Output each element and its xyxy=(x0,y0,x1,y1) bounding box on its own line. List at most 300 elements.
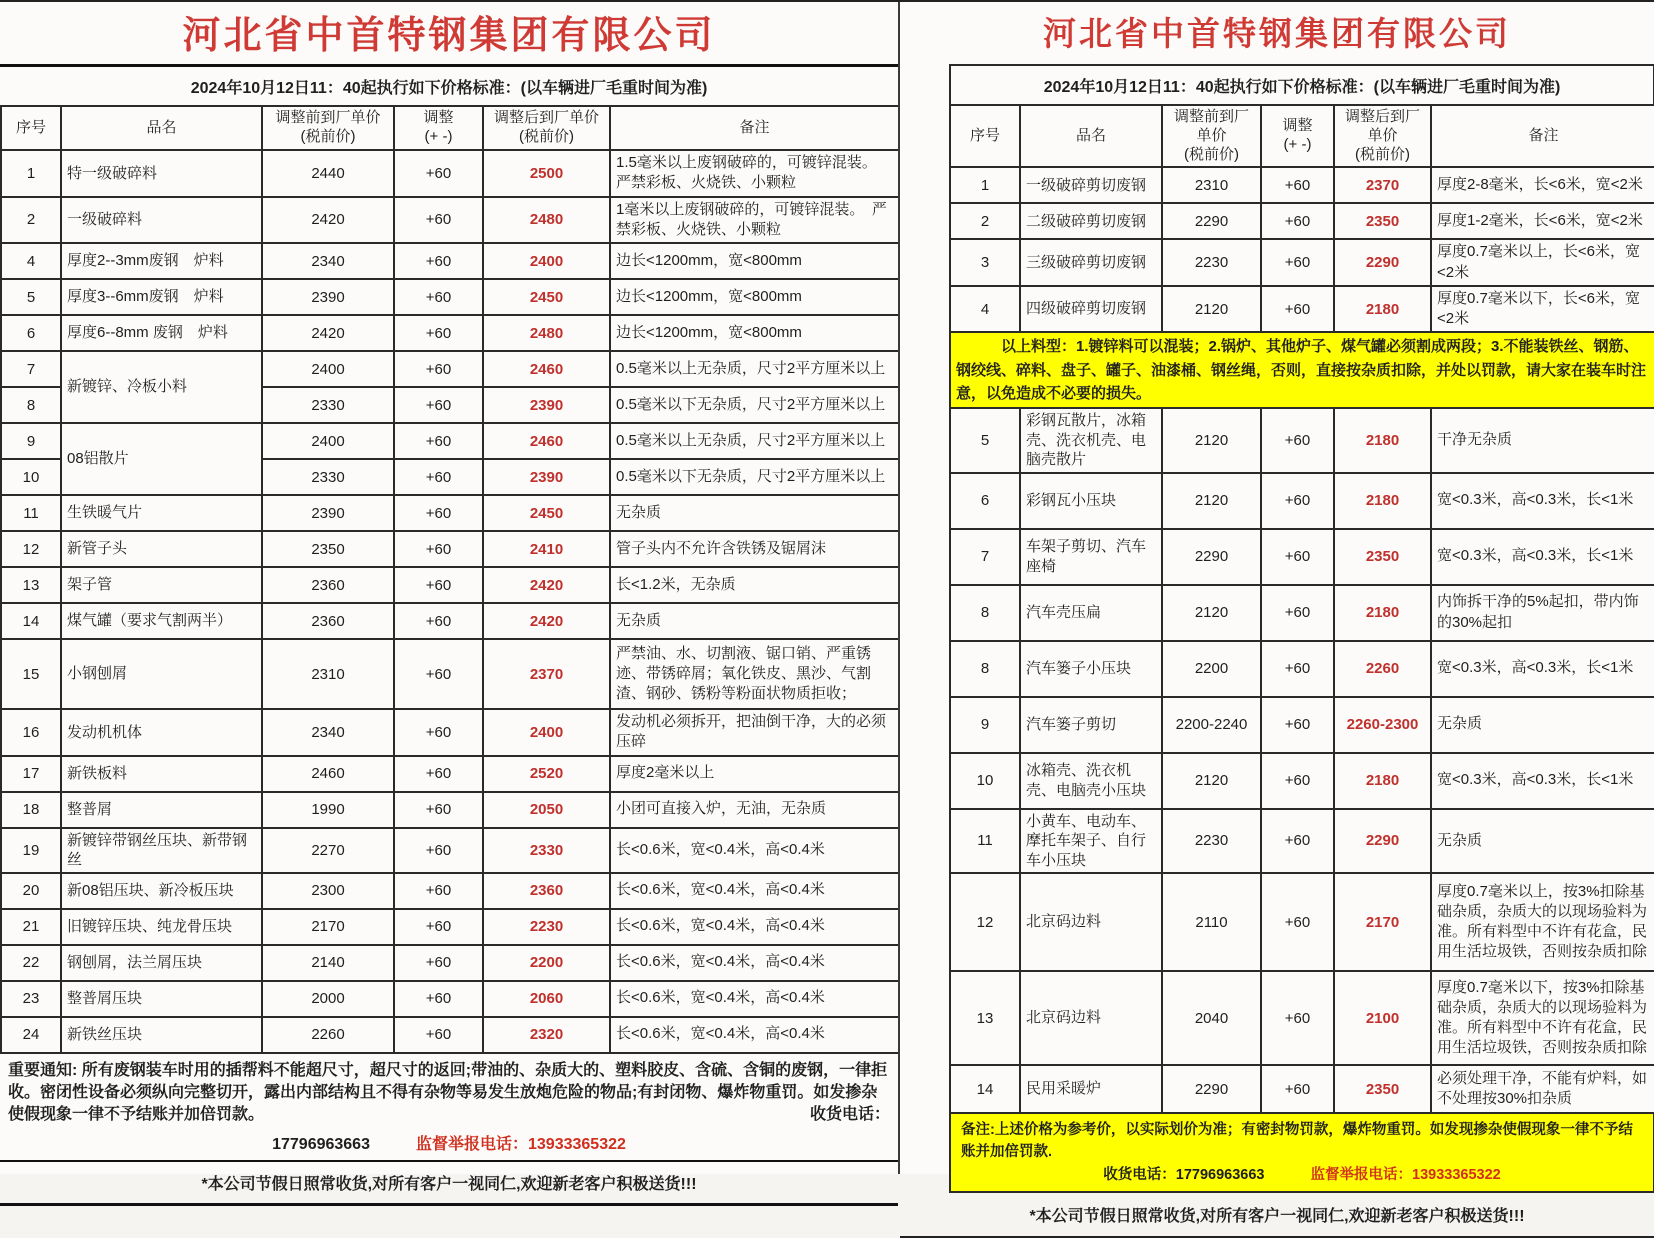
remark: 长<0.6米，宽<0.4米，高<0.4米 xyxy=(610,981,899,1017)
price-before: 2000 xyxy=(262,981,394,1017)
price-adjustment: +60 xyxy=(1261,585,1334,641)
item-name: 新镀锌带钢丝压块、新带钢丝 xyxy=(61,828,262,873)
price-row xyxy=(950,1065,1654,1113)
price-adjustment: +60 xyxy=(394,567,483,603)
price-before: 2400 xyxy=(262,423,394,459)
column-header xyxy=(610,106,899,150)
item-name: 小钢刨屑 xyxy=(61,639,262,709)
price-before: 2270 xyxy=(262,828,394,873)
price-adjustment: +60 xyxy=(1261,641,1334,697)
column-header xyxy=(1334,105,1431,167)
price-after: 2180 xyxy=(1334,473,1431,529)
row-number: 4 xyxy=(1,243,61,279)
item-name: 整普屑压块 xyxy=(61,981,262,1017)
item-name: 新镀锌、冷板小料 xyxy=(61,351,262,423)
price-before: 2200 xyxy=(1162,641,1261,697)
row-number: 5 xyxy=(950,408,1020,473)
remark: 长<0.6米，宽<0.4米，高<0.4米 xyxy=(610,873,899,909)
price-adjustment: +60 xyxy=(394,387,483,423)
column-header xyxy=(1162,105,1261,167)
price-before: 2340 xyxy=(262,243,394,279)
remark: 宽<0.3米，高<0.3米，长<1米 xyxy=(1431,529,1654,585)
remark: 无杂质 xyxy=(610,495,899,531)
remark: 0.5毫米以上无杂质，尺寸2平方厘米以上 xyxy=(610,423,899,459)
price-after: 2480 xyxy=(483,197,610,244)
item-name: 小黄车、电动车、摩托车架子、自行车小压块 xyxy=(1020,809,1162,874)
report-phone-number: 13933365322 xyxy=(528,1135,626,1153)
item-name: 二级破碎剪切废钢 xyxy=(1020,203,1162,239)
row-number: 8 xyxy=(950,641,1020,697)
price-after: 2260-2300 xyxy=(1334,697,1431,753)
price-after: 2450 xyxy=(483,279,610,315)
price-after: 2460 xyxy=(483,351,610,387)
column-header xyxy=(950,105,1020,167)
phone-line xyxy=(0,1129,898,1160)
receiving-phone-label: 收货电话： xyxy=(809,1106,890,1124)
remark: 无杂质 xyxy=(610,603,899,639)
remark: 长<0.6米，宽<0.4米，高<0.4米 xyxy=(610,828,899,873)
remark: 管子头内不允许含铁锈及锯屑沫 xyxy=(610,531,899,567)
price-after: 2260 xyxy=(1334,641,1431,697)
remark: 内饰拆干净的5%起扣，带内饰的30%起扣 xyxy=(1431,585,1654,641)
price-adjustment: +60 xyxy=(394,531,483,567)
price-row xyxy=(950,585,1654,641)
price-row xyxy=(950,203,1654,239)
price-before: 2120 xyxy=(1162,473,1261,529)
item-name: 整普屑 xyxy=(61,792,262,828)
price-before: 2420 xyxy=(262,315,394,351)
price-before: 2290 xyxy=(1162,203,1261,239)
price-row xyxy=(1,792,899,828)
remark: 干净无杂质 xyxy=(1431,408,1654,473)
price-row xyxy=(1,351,899,387)
receiving-phone-label: 收货电话： xyxy=(1103,1166,1176,1183)
receiving-phone-number: 17796963663 xyxy=(272,1135,370,1153)
price-adjustment: +60 xyxy=(394,828,483,873)
price-before: 2440 xyxy=(262,150,394,197)
price-before: 2310 xyxy=(1162,167,1261,203)
remark: 厚度0.7毫米以下，按3%扣除基础杂质，杂质大的以现场验料为准。所有料型中不许有花盒，民用生活垃圾铁，否则按杂质扣除 xyxy=(1431,971,1654,1065)
row-number: 8 xyxy=(1,387,61,423)
price-row xyxy=(950,753,1654,809)
price-row xyxy=(1,945,899,981)
price-before: 2140 xyxy=(262,945,394,981)
row-number: 6 xyxy=(950,473,1020,529)
report-phone xyxy=(1311,1167,1501,1183)
price-row xyxy=(950,239,1654,286)
item-name: 发动机机体 xyxy=(61,709,262,756)
item-name: 一级破碎剪切废钢 xyxy=(1020,167,1162,203)
item-name: 彩钢瓦小压块 xyxy=(1020,473,1162,529)
price-row xyxy=(1,639,899,709)
price-row xyxy=(1,315,899,351)
price-after: 2400 xyxy=(483,243,610,279)
remark: 小团可直接入炉，无油，无杂质 xyxy=(610,792,899,828)
row-number: 22 xyxy=(1,945,61,981)
price-row xyxy=(1,828,899,873)
price-before: 2230 xyxy=(1162,239,1261,286)
bottom-note-text: 备注:上述价格为参考价，以实际划价为准；有密封物罚款，爆炸物重罚。如发现掺杂使假现象一律不予结账并加倍罚款. xyxy=(961,1122,1633,1161)
price-before: 2390 xyxy=(262,495,394,531)
price-after: 2460 xyxy=(483,423,610,459)
price-row xyxy=(1,567,899,603)
price-after: 2050 xyxy=(483,792,610,828)
price-after: 2420 xyxy=(483,567,610,603)
item-name: 厚度3--6mm废钢 炉料 xyxy=(61,279,262,315)
price-after: 2370 xyxy=(483,639,610,709)
remark: 严禁油、水、切割液、锯口销、严重锈迹、带锈碎屑；氧化铁皮、黑沙、气割渣、钢砂、锈粉等粉面状物质拒收； xyxy=(610,639,899,709)
report-phone-label: 监督举报电话： xyxy=(415,1135,528,1153)
price-adjustment: +60 xyxy=(1261,408,1334,473)
price-before: 2330 xyxy=(262,459,394,495)
price-row xyxy=(1,873,899,909)
receiving-phone-number: 17796963663 xyxy=(1175,1166,1265,1183)
item-name: 厚度6--8mm 废钢 炉料 xyxy=(61,315,262,351)
price-adjustment: +60 xyxy=(1261,873,1334,971)
row-number: 9 xyxy=(1,423,61,459)
price-after: 2400 xyxy=(483,709,610,756)
price-after: 2370 xyxy=(1334,167,1431,203)
price-adjustment: +60 xyxy=(394,873,483,909)
notice-text: 重要通知: 所有废钢装车时用的插帮料不能超尺寸，超尺寸的返回;带油的、杂质大的、塑料胶皮、含硫、含铜的废钢，一律拒收。密闭性设备必须纵向完整切开，露出内部结构且不得有杂物等易发生放炮危险的物品;有封闭物、爆炸物重罚。如发掺杂使假现象一律不予结账并加倍罚款。 xyxy=(8,1061,888,1124)
item-name: 煤气罐（要求气割两半） xyxy=(61,603,262,639)
price-after: 2520 xyxy=(483,756,610,792)
row-number: 11 xyxy=(950,809,1020,874)
column-header xyxy=(61,106,262,150)
header-line2: (+ -) xyxy=(1283,136,1312,154)
material-rules-note: 以上料型：1.镀锌料可以混装；2.锅炉、其他炉子、煤气罐必须割成两段；3.不能装铁丝、钢筋、钢绞线、碎料、盘子、罐子、油漆桶、钢丝绳，否则，直接按杂质扣除，并处以罚款，请大家在装车时注意，以免造成不必要的损失。 xyxy=(950,332,1654,408)
item-name: 特一级破碎料 xyxy=(61,150,262,197)
row-number: 13 xyxy=(1,567,61,603)
price-row xyxy=(950,971,1654,1065)
item-name: 北京码边料 xyxy=(1020,971,1162,1065)
price-adjustment: +60 xyxy=(394,909,483,945)
price-before: 2120 xyxy=(1162,753,1261,809)
item-name: 08铝散片 xyxy=(61,423,262,495)
row-number: 16 xyxy=(1,709,61,756)
remark: 发动机必须拆开，把油倒干净，大的必须压碎 xyxy=(610,709,899,756)
bottom-note-phones xyxy=(961,1164,1643,1186)
price-row xyxy=(1,603,899,639)
row-number: 10 xyxy=(950,753,1020,809)
item-name: 厚度2--3mm废钢 炉料 xyxy=(61,243,262,279)
price-row xyxy=(1,197,899,244)
price-before: 2290 xyxy=(1162,529,1261,585)
price-table-right xyxy=(949,104,1654,1114)
header-line2: (税前价) xyxy=(1355,145,1410,163)
header-line1: 调整后到厂单价 xyxy=(493,109,599,127)
price-after: 2390 xyxy=(483,387,610,423)
header-row xyxy=(950,105,1654,167)
price-row xyxy=(950,408,1654,473)
price-row xyxy=(950,809,1654,874)
item-name: 旧镀锌压块、纯龙骨压块 xyxy=(61,909,262,945)
row-number: 6 xyxy=(1,315,61,351)
item-name: 一级破碎料 xyxy=(61,197,262,244)
price-adjustment: +60 xyxy=(394,279,483,315)
price-after: 2180 xyxy=(1334,286,1431,333)
price-after: 2420 xyxy=(483,603,610,639)
price-row xyxy=(950,697,1654,753)
price-after: 2500 xyxy=(483,150,610,197)
price-before: 2340 xyxy=(262,709,394,756)
row-number: 19 xyxy=(1,828,61,873)
remark: 0.5毫米以下无杂质，尺寸2平方厘米以上 xyxy=(610,459,899,495)
item-name: 新铁板料 xyxy=(61,756,262,792)
remark: 1毫米以上废钢破碎的，可镀锌混装。 严禁彩板、火烧铁、小颗粒 xyxy=(610,197,899,244)
item-name: 汽车篓子小压块 xyxy=(1020,641,1162,697)
column-header xyxy=(394,106,483,150)
bottom-note xyxy=(949,1114,1654,1193)
remark: 宽<0.3米，高<0.3米，长<1米 xyxy=(1431,473,1654,529)
price-row xyxy=(950,473,1654,529)
remark: 宽<0.3米，高<0.3米，长<1米 xyxy=(1431,641,1654,697)
price-adjustment: +60 xyxy=(1261,203,1334,239)
price-after: 2320 xyxy=(483,1017,610,1053)
remark: 厚度0.7毫米以上，长<6米，宽<2米 xyxy=(1431,239,1654,286)
price-before: 2290 xyxy=(1162,1065,1261,1113)
holiday-notice-footer: *本公司节假日照常收货,对所有客户一视同仁,欢迎新老客户积极送货!!! xyxy=(0,1160,898,1206)
price-adjustment: +60 xyxy=(1261,697,1334,753)
row-number: 15 xyxy=(1,639,61,709)
header-line2: (+ -) xyxy=(424,128,453,145)
price-before: 2040 xyxy=(1162,971,1261,1065)
row-number: 14 xyxy=(1,603,61,639)
price-row xyxy=(1,243,899,279)
price-row xyxy=(1,981,899,1017)
remark: 边长<1200mm，宽<800mm xyxy=(610,279,899,315)
header-line1: 调整后到厂单价 xyxy=(1344,108,1420,144)
column-header xyxy=(262,106,394,150)
row-number: 23 xyxy=(1,981,61,1017)
price-after: 2060 xyxy=(483,981,610,1017)
remark: 0.5毫米以上无杂质，尺寸2平方厘米以上 xyxy=(610,351,899,387)
price-adjustment: +60 xyxy=(394,495,483,531)
row-number: 2 xyxy=(1,197,61,244)
price-after: 2290 xyxy=(1334,809,1431,874)
price-after: 2180 xyxy=(1334,753,1431,809)
price-adjustment: +60 xyxy=(394,792,483,828)
item-name: 北京码边料 xyxy=(1020,873,1162,971)
row-number: 1 xyxy=(1,150,61,197)
row-number: 1 xyxy=(950,167,1020,203)
report-phone-label: 监督举报电话： xyxy=(1310,1166,1412,1183)
price-adjustment: +60 xyxy=(394,756,483,792)
row-number: 12 xyxy=(1,531,61,567)
report-phone xyxy=(416,1136,626,1153)
row-number: 13 xyxy=(950,971,1020,1065)
price-before: 2400 xyxy=(262,351,394,387)
column-header xyxy=(1431,105,1654,167)
price-before: 2170 xyxy=(262,909,394,945)
remark: 厚度2毫米以上 xyxy=(610,756,899,792)
item-name: 新铁丝压块 xyxy=(61,1017,262,1053)
price-adjustment: +60 xyxy=(394,459,483,495)
remark: 必须处理干净，不能有炉料，如不处理按30%扣杂质 xyxy=(1431,1065,1654,1113)
price-before: 2230 xyxy=(1162,809,1261,874)
price-before: 2390 xyxy=(262,279,394,315)
header-line1: 品名 xyxy=(1075,126,1106,144)
item-name: 生铁暖气片 xyxy=(61,495,262,531)
row-number: 17 xyxy=(1,756,61,792)
price-after: 2170 xyxy=(1334,873,1431,971)
price-before: 1990 xyxy=(262,792,394,828)
price-before: 2330 xyxy=(262,387,394,423)
effective-date-line: 2024年10月12日11：40起执行如下价格标准：(以车辆进厂毛重时间为准) xyxy=(0,64,898,105)
price-adjustment: +60 xyxy=(394,150,483,197)
important-notice xyxy=(0,1054,898,1129)
item-name: 汽车壳压扁 xyxy=(1020,585,1162,641)
report-phone-number: 13933365322 xyxy=(1412,1166,1501,1183)
remark: 厚度2-8毫米，长<6米，宽<2米 xyxy=(1431,167,1654,203)
item-name: 钢刨屑，法兰屑压块 xyxy=(61,945,262,981)
price-row xyxy=(950,873,1654,971)
remark: 无杂质 xyxy=(1431,697,1654,753)
row-number: 4 xyxy=(950,286,1020,333)
price-before: 2110 xyxy=(1162,873,1261,971)
price-adjustment: +60 xyxy=(1261,239,1334,286)
price-row xyxy=(950,286,1654,333)
price-adjustment: +60 xyxy=(394,351,483,387)
company-title: 河北省中首特钢集团有限公司 xyxy=(182,15,716,57)
price-before: 2360 xyxy=(262,567,394,603)
price-row xyxy=(1,279,899,315)
header-line1: 备注 xyxy=(739,118,770,136)
price-before: 2120 xyxy=(1162,585,1261,641)
header-line2: (税前价) xyxy=(519,128,574,145)
header-line1: 调整前到厂单价 xyxy=(275,109,381,127)
header-line1: 调整 xyxy=(1282,117,1313,135)
remark: 长<0.6米，宽<0.4米，高<0.4米 xyxy=(610,909,899,945)
left-panel xyxy=(0,2,898,1193)
price-after: 2180 xyxy=(1334,408,1431,473)
item-name: 车架子剪切、汽车座椅 xyxy=(1020,529,1162,585)
item-name: 新08铝压块、新冷板压块 xyxy=(61,873,262,909)
price-adjustment: +60 xyxy=(394,243,483,279)
price-before: 2200-2240 xyxy=(1162,697,1261,753)
row-number: 3 xyxy=(950,239,1020,286)
item-name: 架子管 xyxy=(61,567,262,603)
price-adjustment: +60 xyxy=(1261,167,1334,203)
remark: 无杂质 xyxy=(1431,809,1654,874)
remark: 边长<1200mm，宽<800mm xyxy=(610,315,899,351)
remark: 长<0.6米，宽<0.4米，高<0.4米 xyxy=(610,945,899,981)
price-after: 2100 xyxy=(1334,971,1431,1065)
price-adjustment: +60 xyxy=(1261,971,1334,1065)
header-row xyxy=(1,106,899,150)
header-line2: (税前价) xyxy=(1184,145,1239,163)
row-number: 18 xyxy=(1,792,61,828)
price-row xyxy=(1,1017,899,1053)
highlight-note-row xyxy=(950,332,1654,408)
remark: 厚度0.7毫米以上，按3%扣除基础杂质，杂质大的以现场验料为准。所有料型中不许有花盒，民用生活垃圾铁，否则按杂质扣除 xyxy=(1431,873,1654,971)
item-name: 四级破碎剪切废钢 xyxy=(1020,286,1162,333)
header-line1: 品名 xyxy=(146,118,177,136)
price-adjustment: +60 xyxy=(394,639,483,709)
price-adjustment: +60 xyxy=(394,1017,483,1053)
price-after: 2350 xyxy=(1334,1065,1431,1113)
row-number: 5 xyxy=(1,279,61,315)
header-line1: 序号 xyxy=(15,118,46,136)
holiday-notice-footer: *本公司节假日照常收货,对所有客户一视同仁,欢迎新老客户积极送货!!! xyxy=(900,1193,1654,1238)
item-name: 民用采暖炉 xyxy=(1020,1065,1162,1113)
price-after: 2410 xyxy=(483,531,610,567)
price-row xyxy=(1,150,899,197)
price-row xyxy=(1,709,899,756)
price-adjustment: +60 xyxy=(1261,809,1334,874)
price-adjustment: +60 xyxy=(394,981,483,1017)
remark: 0.5毫米以下无杂质，尺寸2平方厘米以上 xyxy=(610,387,899,423)
column-header xyxy=(1,106,61,150)
price-adjustment: +60 xyxy=(394,315,483,351)
price-row xyxy=(1,909,899,945)
row-number: 7 xyxy=(950,529,1020,585)
price-after: 2390 xyxy=(483,459,610,495)
column-header xyxy=(483,106,610,150)
price-after: 2360 xyxy=(483,873,610,909)
remark: 边长<1200mm，宽<800mm xyxy=(610,243,899,279)
header-line1: 序号 xyxy=(969,126,1000,144)
price-before: 2120 xyxy=(1162,286,1261,333)
price-after: 2180 xyxy=(1334,585,1431,641)
row-number: 2 xyxy=(950,203,1020,239)
price-adjustment: +60 xyxy=(394,197,483,244)
price-after: 2330 xyxy=(483,828,610,873)
price-adjustment: +60 xyxy=(394,603,483,639)
header-line1: 备注 xyxy=(1528,126,1559,144)
item-name: 冰箱壳、洗衣机壳、电脑壳小压块 xyxy=(1020,753,1162,809)
item-name: 三级破碎剪切废钢 xyxy=(1020,239,1162,286)
row-number: 20 xyxy=(1,873,61,909)
price-after: 2480 xyxy=(483,315,610,351)
price-adjustment: +60 xyxy=(1261,286,1334,333)
row-number: 9 xyxy=(950,697,1020,753)
company-title: 河北省中首特钢集团有限公司 xyxy=(1043,17,1511,53)
header-line1: 调整前到厂单价 xyxy=(1173,108,1249,144)
price-before: 2420 xyxy=(262,197,394,244)
remark: 厚度1-2毫米，长<6米，宽<2米 xyxy=(1431,203,1654,239)
column-header xyxy=(1261,105,1334,167)
price-before: 2350 xyxy=(262,531,394,567)
price-before: 2460 xyxy=(262,756,394,792)
remark: 1.5毫米以上废钢破碎的，可镀锌混装。 严禁彩板、火烧铁、小颗粒 xyxy=(610,150,899,197)
row-number: 7 xyxy=(1,351,61,387)
right-panel xyxy=(898,2,1654,1226)
row-number: 21 xyxy=(1,909,61,945)
row-number: 24 xyxy=(1,1017,61,1053)
remark: 厚度0.7毫米以下，长<6米，宽<2米 xyxy=(1431,286,1654,333)
price-before: 2260 xyxy=(262,1017,394,1053)
price-after: 2450 xyxy=(483,495,610,531)
price-adjustment: +60 xyxy=(1261,753,1334,809)
price-row xyxy=(950,529,1654,585)
price-after: 2290 xyxy=(1334,239,1431,286)
price-table-left xyxy=(0,105,900,1054)
price-before: 2310 xyxy=(262,639,394,709)
price-row xyxy=(1,495,899,531)
remark: 宽<0.3米，高<0.3米，长<1米 xyxy=(1431,753,1654,809)
item-name: 汽车篓子剪切 xyxy=(1020,697,1162,753)
price-after: 2230 xyxy=(483,909,610,945)
price-row xyxy=(1,756,899,792)
price-adjustment: +60 xyxy=(1261,529,1334,585)
row-number: 11 xyxy=(1,495,61,531)
price-before: 2360 xyxy=(262,603,394,639)
price-row xyxy=(950,641,1654,697)
item-name: 彩钢瓦散片，冰箱壳、洗衣机壳、电脑壳散片 xyxy=(1020,408,1162,473)
price-adjustment: +60 xyxy=(394,423,483,459)
row-number: 10 xyxy=(1,459,61,495)
